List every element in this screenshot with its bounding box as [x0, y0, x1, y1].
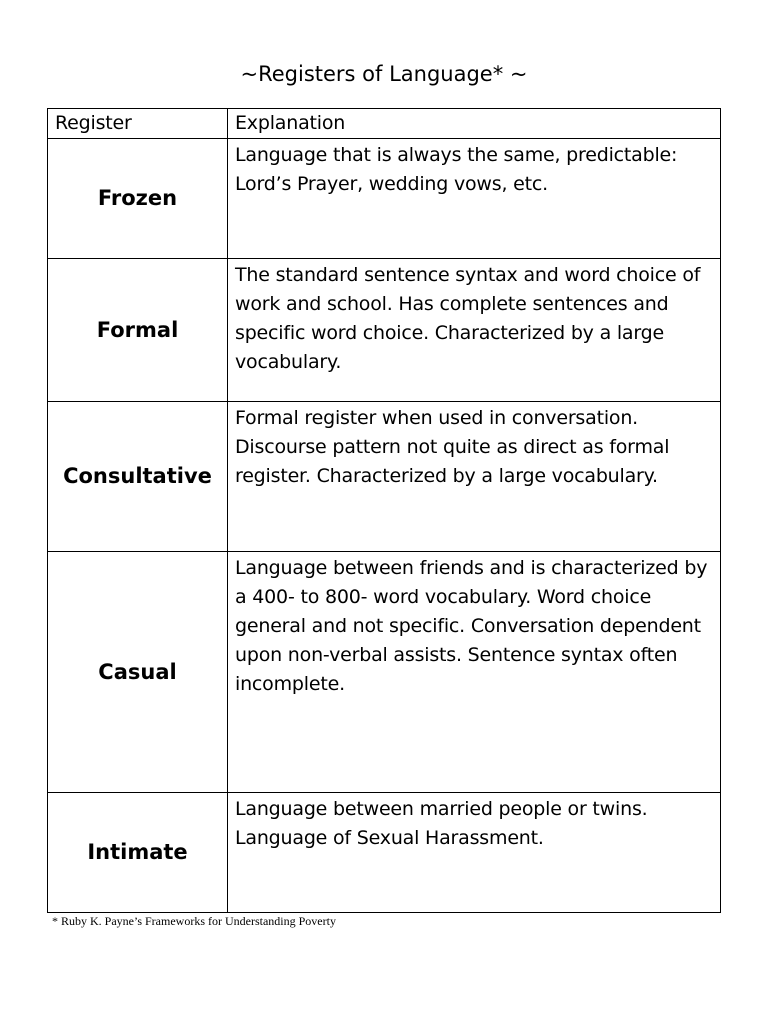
register-name: Intimate [48, 793, 228, 913]
header-explanation: Explanation [228, 109, 721, 139]
table-header-row [48, 109, 721, 139]
register-explanation: Language between married people or twins. Language of Sexual Harassment. [228, 793, 721, 913]
register-explanation: Language that is always the same, predictable: Lord’s Prayer, wedding vows, etc. [228, 139, 721, 259]
footnote: * Ruby K. Payne’s Frameworks for Understanding Poverty [52, 914, 336, 928]
table-row-frozen [48, 139, 721, 259]
header-register: Register [48, 109, 228, 139]
register-name: Consultative [48, 402, 228, 552]
table-row-consultative [48, 402, 721, 552]
table-row-formal [48, 259, 721, 402]
table-row-intimate [48, 793, 721, 913]
document-title: ~Registers of Language* ~ [240, 62, 528, 86]
register-explanation: Language between friends and is characterized by a 400- to 800- word vocabulary. Word choice general and not specific. Conversation dependent upon non-verbal assists. Sentence syntax often incomplete. [228, 552, 721, 793]
register-name: Formal [48, 259, 228, 402]
register-name: Frozen [48, 139, 228, 259]
register-explanation: The standard sentence syntax and word choice of work and school. Has complete sentences and specific word choice. Characterized by a large vocabulary. [228, 259, 721, 402]
registers-table [47, 108, 721, 913]
table-row-casual [48, 552, 721, 793]
register-explanation: Formal register when used in conversation. Discourse pattern not quite as direct as formal register. Characterized by a large vocabulary. [228, 402, 721, 552]
register-name: Casual [48, 552, 228, 793]
